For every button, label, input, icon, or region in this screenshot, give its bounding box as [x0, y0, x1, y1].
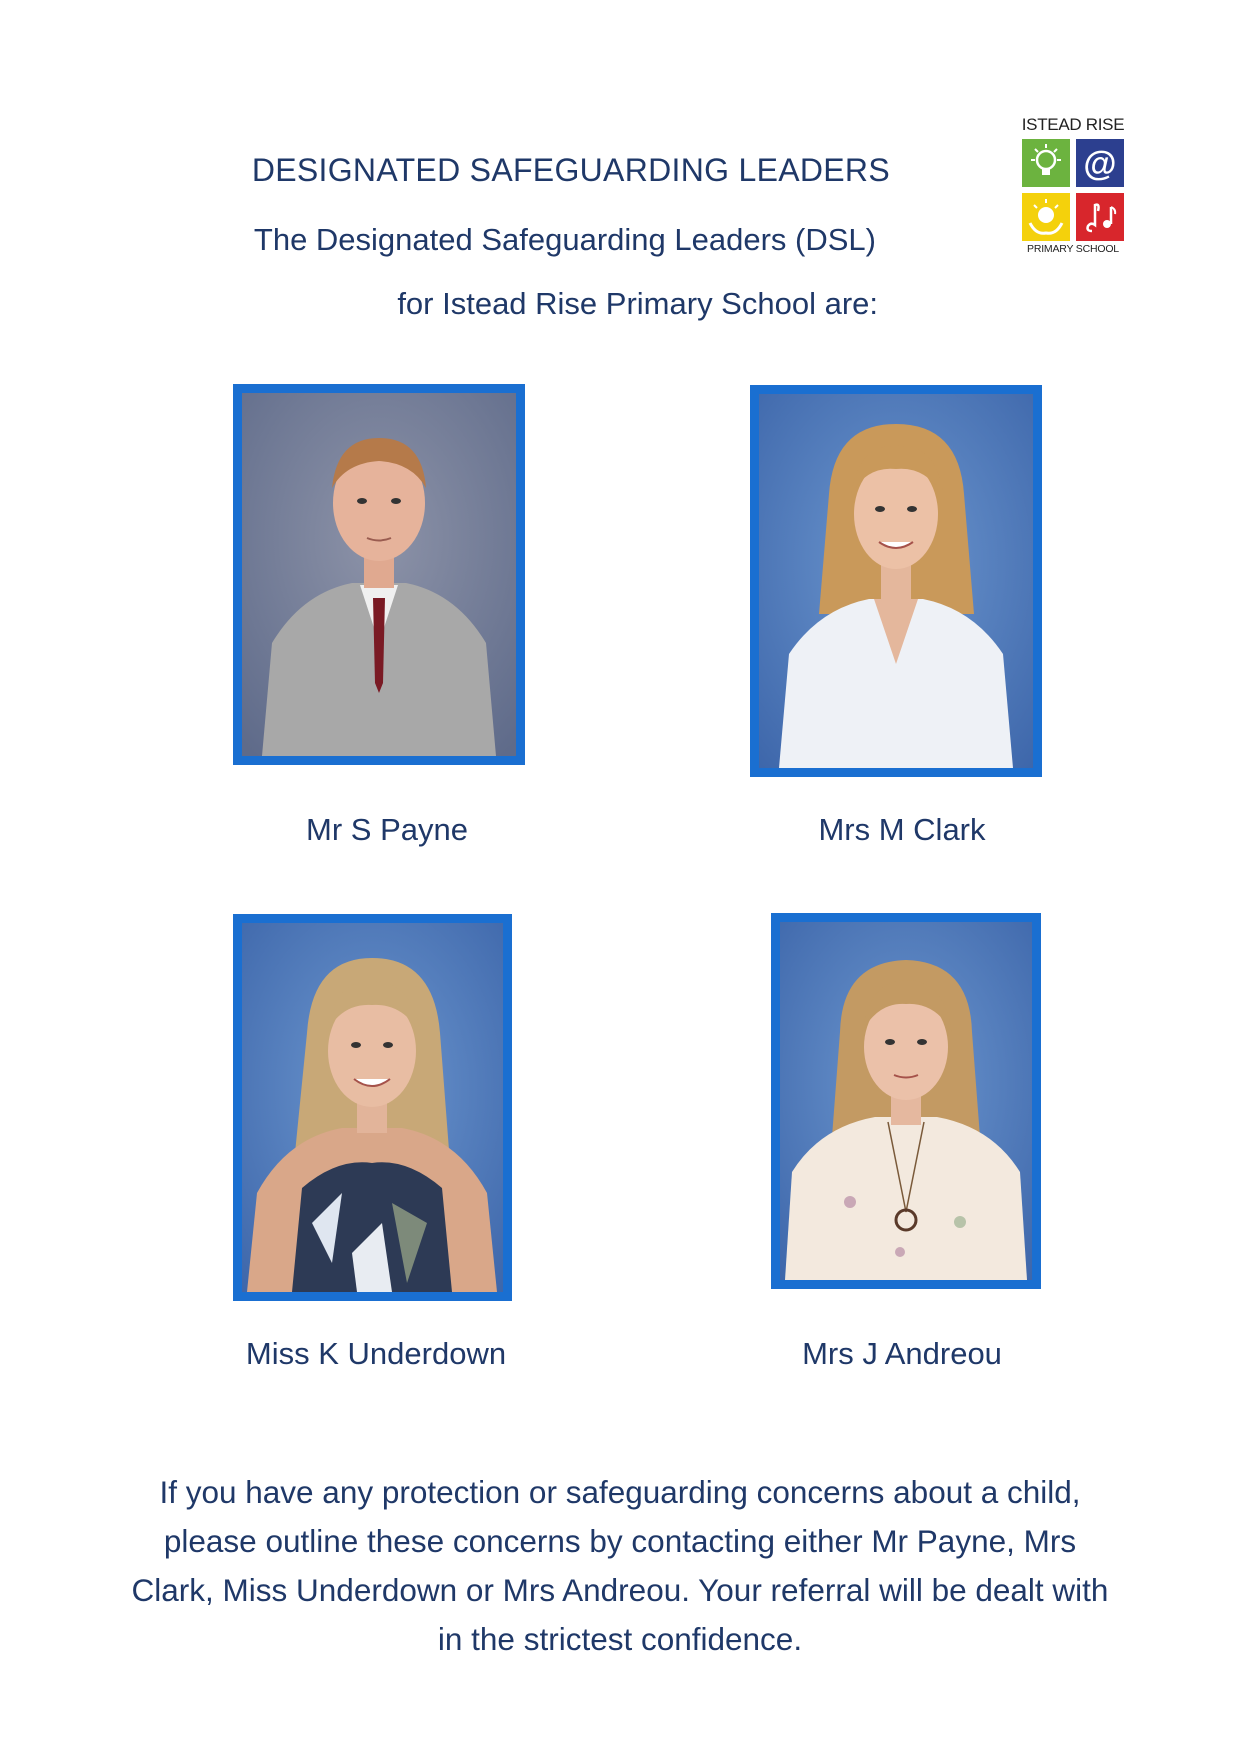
paragraph-line: please outline these concerns by contacting either Mr Payne, Mrs [163, 1523, 1077, 1559]
svg-text:@: @ [1083, 145, 1117, 183]
logo-grid [1022, 139, 1125, 241]
leader-name: Mrs M Clark [818, 812, 986, 847]
page-title: DESIGNATED SAFEGUARDING LEADERS [251, 152, 890, 188]
portrait-photo [780, 922, 1032, 1280]
sun-hands-icon [1022, 193, 1070, 241]
lightbulb-icon [1022, 139, 1070, 187]
portrait-photo [242, 393, 516, 756]
photo-frame-clark [750, 385, 1042, 777]
portrait-photo [242, 923, 503, 1292]
logo-title: ISTEAD RISE [1021, 115, 1125, 134]
paragraph-line: If you have any protection or safeguarding concerns about a child, [159, 1474, 1081, 1510]
photo-frame-underdown [233, 914, 512, 1301]
logo-subtitle: PRIMARY SCHOOL [1027, 243, 1119, 255]
portrait-photo [759, 394, 1033, 768]
leader-name: Mrs J Andreou [802, 1336, 1002, 1371]
photo-frame-andreou [771, 913, 1041, 1289]
leader-name: Mr S Payne [306, 812, 468, 847]
intro-line-2: for Istead Rise Primary School are: [397, 286, 878, 321]
paragraph-line: Clark, Miss Underdown or Mrs Andreou. Your referral will be dealt with [131, 1572, 1109, 1608]
photo-frame-payne [233, 384, 525, 765]
contact-paragraph [60, 1468, 1180, 1664]
intro-line-1: The Designated Safeguarding Leaders (DSL) [253, 222, 876, 257]
leader-name: Miss K Underdown [245, 1336, 507, 1371]
paragraph-line: in the strictest confidence. [437, 1621, 803, 1657]
music-notes-icon [1076, 193, 1124, 241]
at-sign-icon [1076, 139, 1124, 187]
school-logo [1018, 115, 1128, 255]
